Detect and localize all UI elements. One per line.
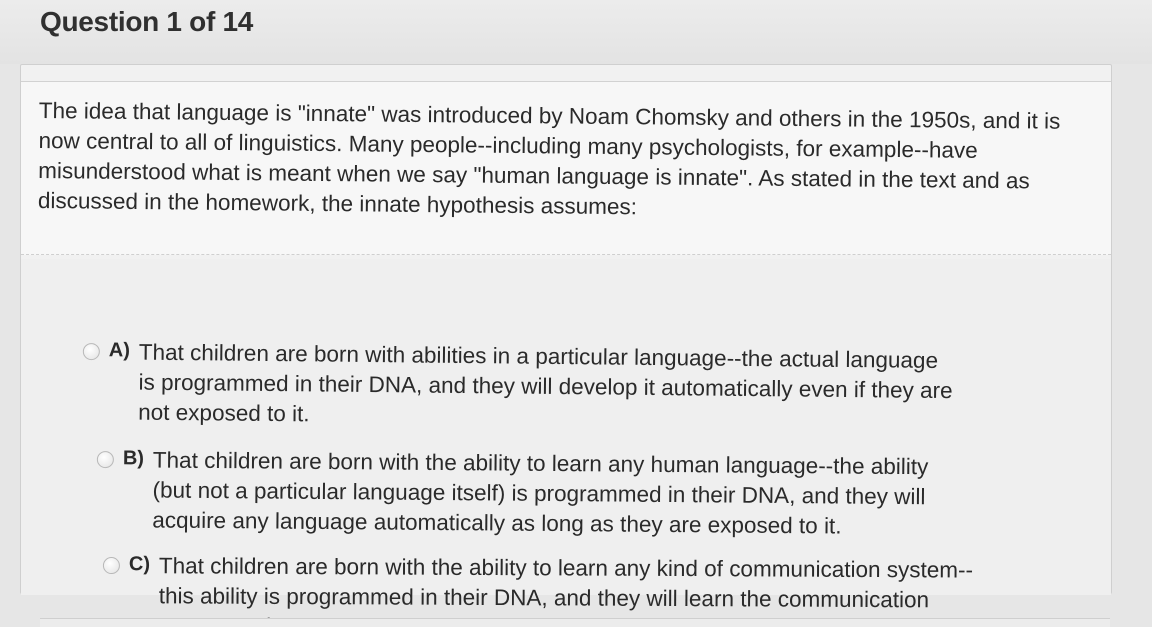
question-header <box>0 0 1152 64</box>
question-prompt: The idea that language is "innate" was introduced by Noam Chomsky and others in the 1950s, and it is now central to all of linguistics. Many people--including many psychologists, for example--have misunderstood what is meant when we say "human language is innate". As stated in the text and as discussed in the homework, the innate hypothesis assumes: <box>37 97 1061 220</box>
next-panel-edge <box>40 618 1110 627</box>
choice-text-b[interactable]: That children are born with the ability to learn any human language--the ability (but not a particular language itself) is programmed in their DNA, and they will acquire any language automatically as long as they are exposed to it. <box>152 447 929 539</box>
question-prompt-box <box>21 81 1111 255</box>
choice-text-a[interactable]: That children are born with abilities in a particular language--the actual language is programmed in their DNA, and they will develop it automatically even if they are not exposed to it. <box>138 339 953 427</box>
answer-choices <box>21 259 1111 613</box>
question-counter: Question 1 of 14 <box>40 6 254 37</box>
choice-letter-b: B) <box>122 447 145 470</box>
choice-letter-a: A) <box>108 339 131 362</box>
choice-letter-c: C) <box>128 553 151 576</box>
question-panel <box>20 64 1112 613</box>
radio-button-b[interactable] <box>97 451 114 468</box>
radio-button-c[interactable] <box>103 557 120 574</box>
radio-button-a[interactable] <box>83 343 100 360</box>
choice-text-c[interactable]: That children are born with the ability to learn any kind of communication system--this ability is programmed in their DNA, and they will learn the communication <box>158 553 974 613</box>
